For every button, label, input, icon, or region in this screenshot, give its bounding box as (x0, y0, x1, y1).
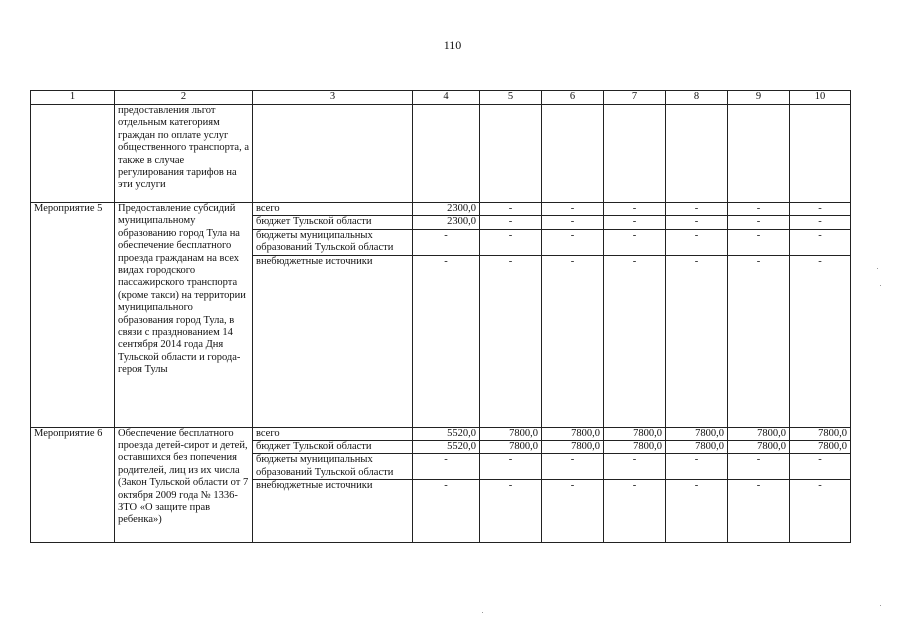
funding-source: бюджет Тульской области (253, 216, 413, 229)
value-cell: 7800,0 (728, 441, 790, 454)
value-cell: - (790, 480, 851, 543)
value-cell: 7800,0 (728, 427, 790, 440)
funding-source: всего (253, 203, 413, 216)
activity-description: Обеспечение бесплатного проезда детей-сирот и детей, оставшихся без попечения родителей, лиц из их числа (Закон Тульской области от 7 октября 2009 года № 1336-ЗТО «О защите прав ребенка») (115, 427, 253, 543)
empty-cell (480, 105, 542, 203)
continuation-row (31, 105, 851, 203)
empty-cell (542, 105, 604, 203)
value-cell: 7800,0 (666, 427, 728, 440)
value-cell: 7800,0 (666, 441, 728, 454)
empty-cell (790, 105, 851, 203)
value-cell: - (480, 216, 542, 229)
value-cell: - (728, 454, 790, 480)
empty-cell (728, 105, 790, 203)
column-header: 6 (542, 91, 604, 105)
value-cell: - (604, 216, 666, 229)
funding-source: всего (253, 427, 413, 440)
value-cell: - (542, 229, 604, 255)
empty-cell (666, 105, 728, 203)
value-cell: - (728, 229, 790, 255)
column-header: 7 (604, 91, 666, 105)
value-cell: 7800,0 (790, 441, 851, 454)
column-header: 9 (728, 91, 790, 105)
value-cell: - (542, 203, 604, 216)
value-cell: - (666, 454, 728, 480)
empty-cell (253, 105, 413, 203)
value-cell: - (790, 255, 851, 427)
value-cell: - (542, 255, 604, 427)
scan-speck (880, 285, 881, 286)
scan-speck (880, 605, 881, 606)
value-cell: - (728, 480, 790, 543)
activity-description: Предоставление субсидий муниципальному образованию город Тула на обеспечение бесплатного проезда гражданам на всех видах городского пассажирского транспорта (кроме такси) на территории муниципального образования город Тула, в связи с празднованием 14 сентября 2014 года Дня Тульской области и города-героя Тулы (115, 203, 253, 428)
value-cell: 5520,0 (413, 441, 480, 454)
value-cell: - (542, 454, 604, 480)
column-header: 1 (31, 91, 115, 105)
value-cell: - (604, 255, 666, 427)
funding-source: внебюджетные источники (253, 255, 413, 427)
value-cell: - (728, 216, 790, 229)
column-header: 8 (666, 91, 728, 105)
value-cell: 7800,0 (790, 427, 851, 440)
value-cell: 7800,0 (542, 427, 604, 440)
value-cell: - (542, 216, 604, 229)
funding-source: бюджет Тульской области (253, 441, 413, 454)
value-cell: - (666, 216, 728, 229)
value-cell: - (480, 454, 542, 480)
value-cell: - (790, 203, 851, 216)
value-cell: - (666, 229, 728, 255)
page-number: 110 (443, 38, 462, 52)
value-cell: - (413, 229, 480, 255)
value-cell: - (666, 255, 728, 427)
scan-speck (877, 268, 878, 269)
value-cell: - (604, 203, 666, 216)
value-cell: 7800,0 (604, 441, 666, 454)
value-cell: - (604, 454, 666, 480)
activity-name-cell (31, 105, 115, 203)
value-cell: - (542, 480, 604, 543)
value-cell: 2300,0 (413, 203, 480, 216)
value-cell: - (604, 480, 666, 543)
value-cell: - (413, 454, 480, 480)
value-cell: 7800,0 (542, 441, 604, 454)
activity-name: Мероприятие 6 (31, 427, 115, 543)
value-cell: - (413, 480, 480, 543)
scan-speck (482, 612, 483, 613)
funding-source: внебюджетные источники (253, 480, 413, 543)
header-row (31, 91, 851, 105)
funding-source: бюджеты муниципальных образований Тульской области (253, 454, 413, 480)
value-cell: 7800,0 (480, 441, 542, 454)
value-cell: - (790, 216, 851, 229)
value-cell: - (666, 203, 728, 216)
funding-source: бюджеты муниципальных образований Тульской области (253, 229, 413, 255)
value-cell: - (728, 255, 790, 427)
value-cell: - (480, 203, 542, 216)
column-header: 4 (413, 91, 480, 105)
value-cell: - (790, 229, 851, 255)
value-cell: - (480, 229, 542, 255)
value-cell: 5520,0 (413, 427, 480, 440)
value-cell: - (790, 454, 851, 480)
budget-table (30, 90, 851, 543)
value-cell: - (480, 480, 542, 543)
value-cell: 2300,0 (413, 216, 480, 229)
value-cell: 7800,0 (604, 427, 666, 440)
empty-cell (413, 105, 480, 203)
table-row (31, 203, 851, 216)
activity-description: предоставления льгот отдельным категориям граждан по оплате услуг общественного транспорта, а также в случае регулирования тарифов на эти услуги (115, 105, 253, 203)
value-cell: - (413, 255, 480, 427)
empty-cell (604, 105, 666, 203)
column-header: 3 (253, 91, 413, 105)
value-cell: - (480, 255, 542, 427)
value-cell: 7800,0 (480, 427, 542, 440)
value-cell: - (666, 480, 728, 543)
column-header: 2 (115, 91, 253, 105)
column-header: 5 (480, 91, 542, 105)
column-header: 10 (790, 91, 851, 105)
activity-name: Мероприятие 5 (31, 203, 115, 428)
table-row (31, 427, 851, 440)
value-cell: - (728, 203, 790, 216)
value-cell: - (604, 229, 666, 255)
